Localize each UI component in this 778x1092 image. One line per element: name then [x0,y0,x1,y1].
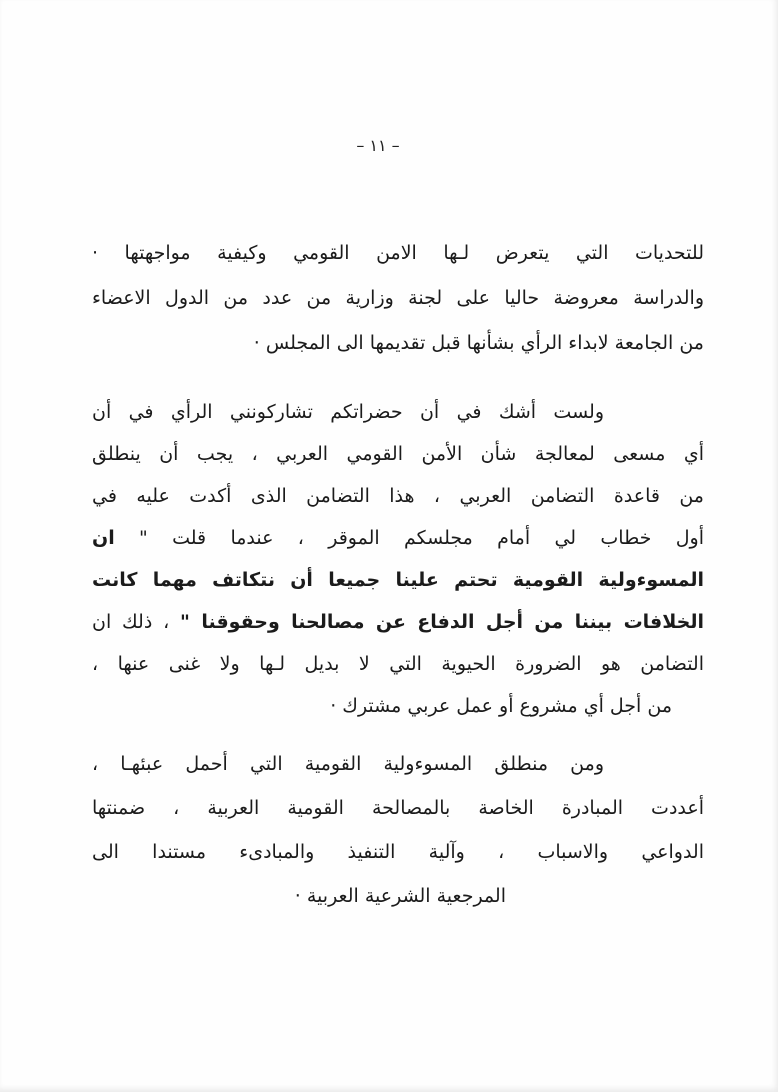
text-run-bold: الخلافات بيننا من أجل الدفاع عن مصالحنا وحقوقنا " [180,611,704,633]
text-line: التضامن هو الضرورة الحيوية التي لا بديل لـها ولا غنى عنها ، [92,653,704,675]
text-line: أي مسعى لمعالجة شأن الأمن القومي العربي ، يجب أن ينطلق [92,443,704,465]
text-line: ومن منطلق المسوءولية القومية التي أحمل عبئهـا ، [92,753,604,775]
text-line [92,601,704,643]
text-line [92,517,704,559]
page-number: – ١١ – [356,136,400,155]
text-line: المرجعية الشرعية العربية · [294,885,506,907]
text-line: أعددت المبادرة الخاصة بالمصالحة القومية العربية ، ضمنتها [92,797,704,819]
paragraph-1 [92,231,704,366]
text-line: ولست أشك في أن حضراتكم تشاركونني الرأي في أن [92,401,604,423]
text-line: للتحديات التي يتعرض لـها الامن القومي وكيفية مواجهتها · [92,242,704,264]
text-line: من الجامعة لابداء الرأي بشأنها قبل تقديمها الى المجلس · [253,332,704,354]
text-line-bold: المسوءولية القومية تحتم علينا جميعا أن نتكاتف مهما كانت [92,569,704,591]
text-line: من أجل أي مشروع أو عمل عربي مشترك · [330,695,672,717]
text-line: من قاعدة التضامن العربي ، هذا التضامن الذى أكدت عليه في [92,485,704,507]
text-line: والدراسة معروضة حاليا على لجنة وزارية من عدد من الدول الاعضاء [92,287,704,309]
text-run: أول خطاب لي أمام مجلسكم الموقر ، عندما قلت " [114,527,704,549]
text-run-bold: ان [92,527,115,549]
paragraph-3 [92,742,704,918]
text-run: ، ذلك ان [92,611,181,633]
paragraph-2 [92,391,704,727]
text-line: الدواعي والاسباب ، وآلية التنفيذ والمبادىء مستندا الى [92,841,704,863]
page-content [92,231,704,943]
